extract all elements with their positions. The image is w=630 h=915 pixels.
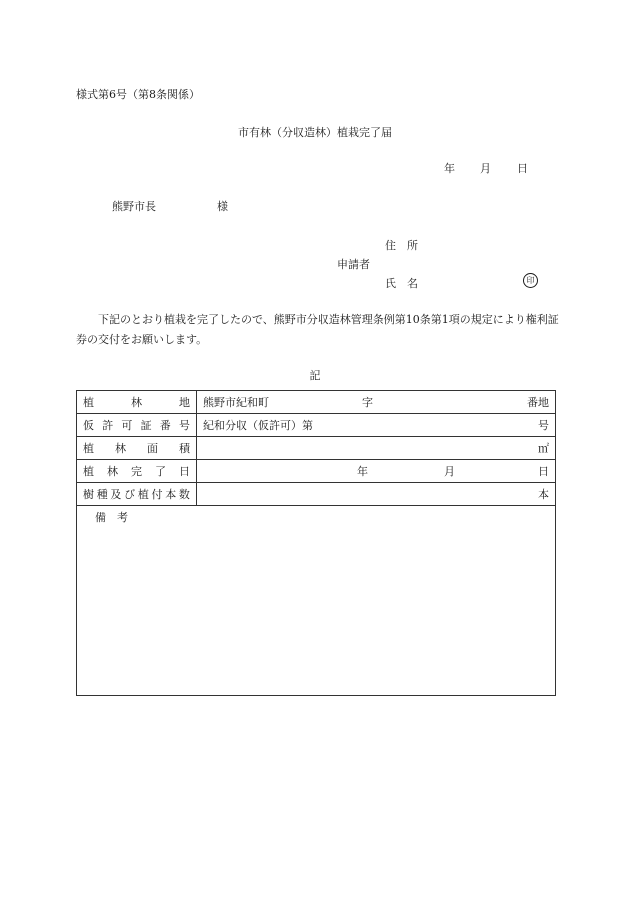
label-planting-site [77, 391, 197, 414]
applicant-name-label: 氏 名 [385, 277, 418, 290]
applicant-address-label: 住 所 [385, 239, 418, 252]
completion-day: 日 [538, 465, 549, 478]
label-permit-number [77, 414, 197, 437]
label-char: 証 [140, 419, 152, 432]
label-completion-date [77, 460, 197, 483]
planting-form-table [76, 390, 556, 696]
label-char: 了 [155, 465, 166, 478]
label-char: 植 [83, 442, 94, 455]
label-char: 地 [179, 396, 190, 409]
label-char: 付 [151, 488, 163, 501]
ki-heading: 記 [309, 369, 321, 382]
field-completion-date[interactable] [197, 460, 556, 483]
count-unit: 本 [538, 488, 549, 501]
form-number: 様式第6号（第8条関係） [76, 88, 200, 101]
label-char: 積 [179, 442, 190, 455]
applicant-label: 申請者 [337, 258, 370, 271]
field-remarks[interactable] [77, 506, 556, 696]
label-char: 種 [96, 488, 108, 501]
label-char: 樹 [83, 488, 94, 501]
label-char: 本 [165, 488, 177, 501]
completion-year: 年 [357, 465, 368, 478]
permit-unit: 号 [538, 419, 549, 432]
table-row-permit-number [77, 414, 556, 437]
completion-month: 月 [444, 465, 455, 478]
label-char: 数 [178, 488, 190, 501]
field-species-count[interactable] [197, 483, 556, 506]
label-char: 許 [102, 419, 114, 432]
label-char: 仮 [83, 419, 94, 432]
field-planting-area[interactable] [197, 437, 556, 460]
site-aza: 字 [362, 396, 373, 409]
area-unit: ㎡ [538, 442, 549, 455]
field-permit-number[interactable] [197, 414, 556, 437]
site-prefix: 熊野市紀和町 [203, 396, 269, 409]
label-char: 可 [121, 419, 133, 432]
label-char: 植 [137, 488, 149, 501]
permit-prefix: 紀和分収（仮許可）第 [203, 419, 313, 432]
addressee-honorific: 様 [217, 200, 228, 213]
label-char: 林 [115, 442, 126, 455]
field-planting-site[interactable] [197, 391, 556, 414]
seal-mark: 印 [523, 273, 538, 288]
label-char: 植 [83, 465, 94, 478]
label-char: 面 [147, 442, 158, 455]
label-char: 号 [178, 419, 190, 432]
request-text: 下記のとおり植栽を完了したので、熊野市分収造林管理条例第10条第1項の規定により権利証券の交付をお願いします。 [76, 313, 559, 346]
label-char: 番 [159, 419, 171, 432]
label-char: 植 [83, 396, 94, 409]
date-year-label: 年 [444, 162, 455, 175]
table-row-remarks [77, 506, 556, 696]
date-day-label: 日 [517, 162, 528, 175]
table-row-planting-area [77, 437, 556, 460]
table-row-planting-site [77, 391, 556, 414]
label-char: 完 [131, 465, 142, 478]
table-row-species-count [77, 483, 556, 506]
document-title: 市有林（分収造林）植栽完了届 [238, 126, 392, 139]
remarks-label: 備 考 [95, 511, 128, 524]
label-char: 日 [179, 465, 190, 478]
addressee-name: 熊野市長 [112, 200, 156, 213]
date-month-label: 月 [480, 162, 491, 175]
table-row-completion-date [77, 460, 556, 483]
label-char: 林 [107, 465, 118, 478]
site-unit: 番地 [527, 396, 549, 409]
label-char: 林 [131, 396, 142, 409]
label-char: 及 [110, 488, 122, 501]
label-species-count [77, 483, 197, 506]
label-char: び [124, 488, 136, 501]
label-planting-area [77, 437, 197, 460]
